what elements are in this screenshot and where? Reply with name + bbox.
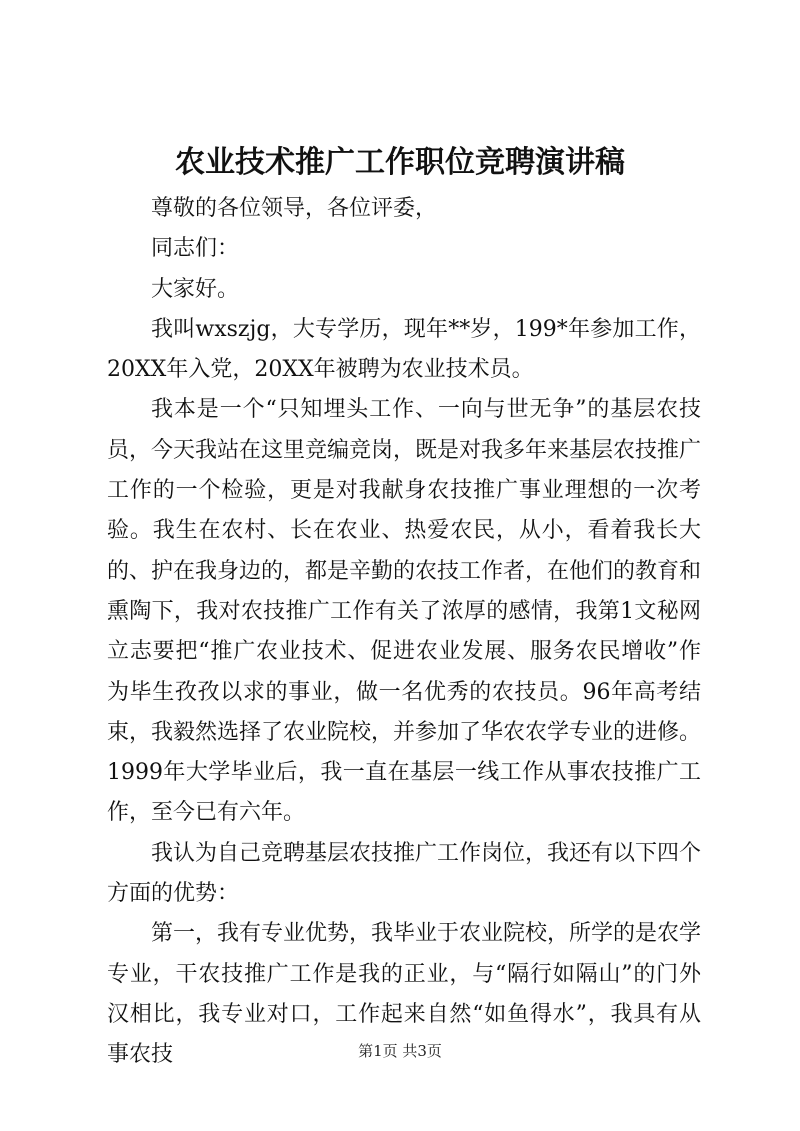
paragraph-salutation: 尊敬的各位领导，各位评委， bbox=[151, 196, 438, 221]
page-footer: 第1页 共3页 bbox=[358, 1042, 442, 1060]
document-title: 农业技术推广工作职位竞聘演讲稿 bbox=[175, 145, 625, 180]
paragraph-greeting: 大家好。 bbox=[151, 276, 240, 302]
paragraph-comrades: 同志们： bbox=[151, 236, 240, 262]
document-body bbox=[107, 189, 701, 1076]
paragraph-background: 我本是一个“只知埋头工作、一向与世无争”的基层农技员，今天我站在这里竞编竞岗，既是对我多年来基层农技推广工作的一个检验，更是对我献身农技推广事业理想的一次考验。我生在农村、长在农业、热爱农民，从小，看着我长大的、护在我身边的，都是辛勤的农技工作者，在他们的教育和熏陶下，我对农技推广工作有关了浓厚的感情，我第1文秘网立志要把“推广农业技术、促进农业发展、服务农民增收”作为毕生孜孜以求的事业，做一名优秀的农技员。96年高考结束，我毅然选择了农业院校，并参加了华农农学专业的进修。1999年大学毕业后，我一直在基层一线工作从事农技推广工作，至今已有六年。 bbox=[107, 397, 702, 826]
paragraph-first-advantage: 第一，我有专业优势，我毕业于农业院校，所学的是农学专业，干农技推广工作是我的正业，与“隔行如隔山”的门外汉相比，我专业对口，工作起来自然“如鱼得水”，我具有从事农技 bbox=[107, 921, 702, 1068]
paragraph-advantages-intro: 我认为自己竞聘基层农技推广工作岗位，我还有以下四个方面的优势： bbox=[107, 840, 702, 907]
paragraph-introduction: 我叫wxszjg，大专学历，现年**岁，199*年参加工作，20XX年入党，20XX年被聘为农业技术员。 bbox=[107, 316, 701, 383]
